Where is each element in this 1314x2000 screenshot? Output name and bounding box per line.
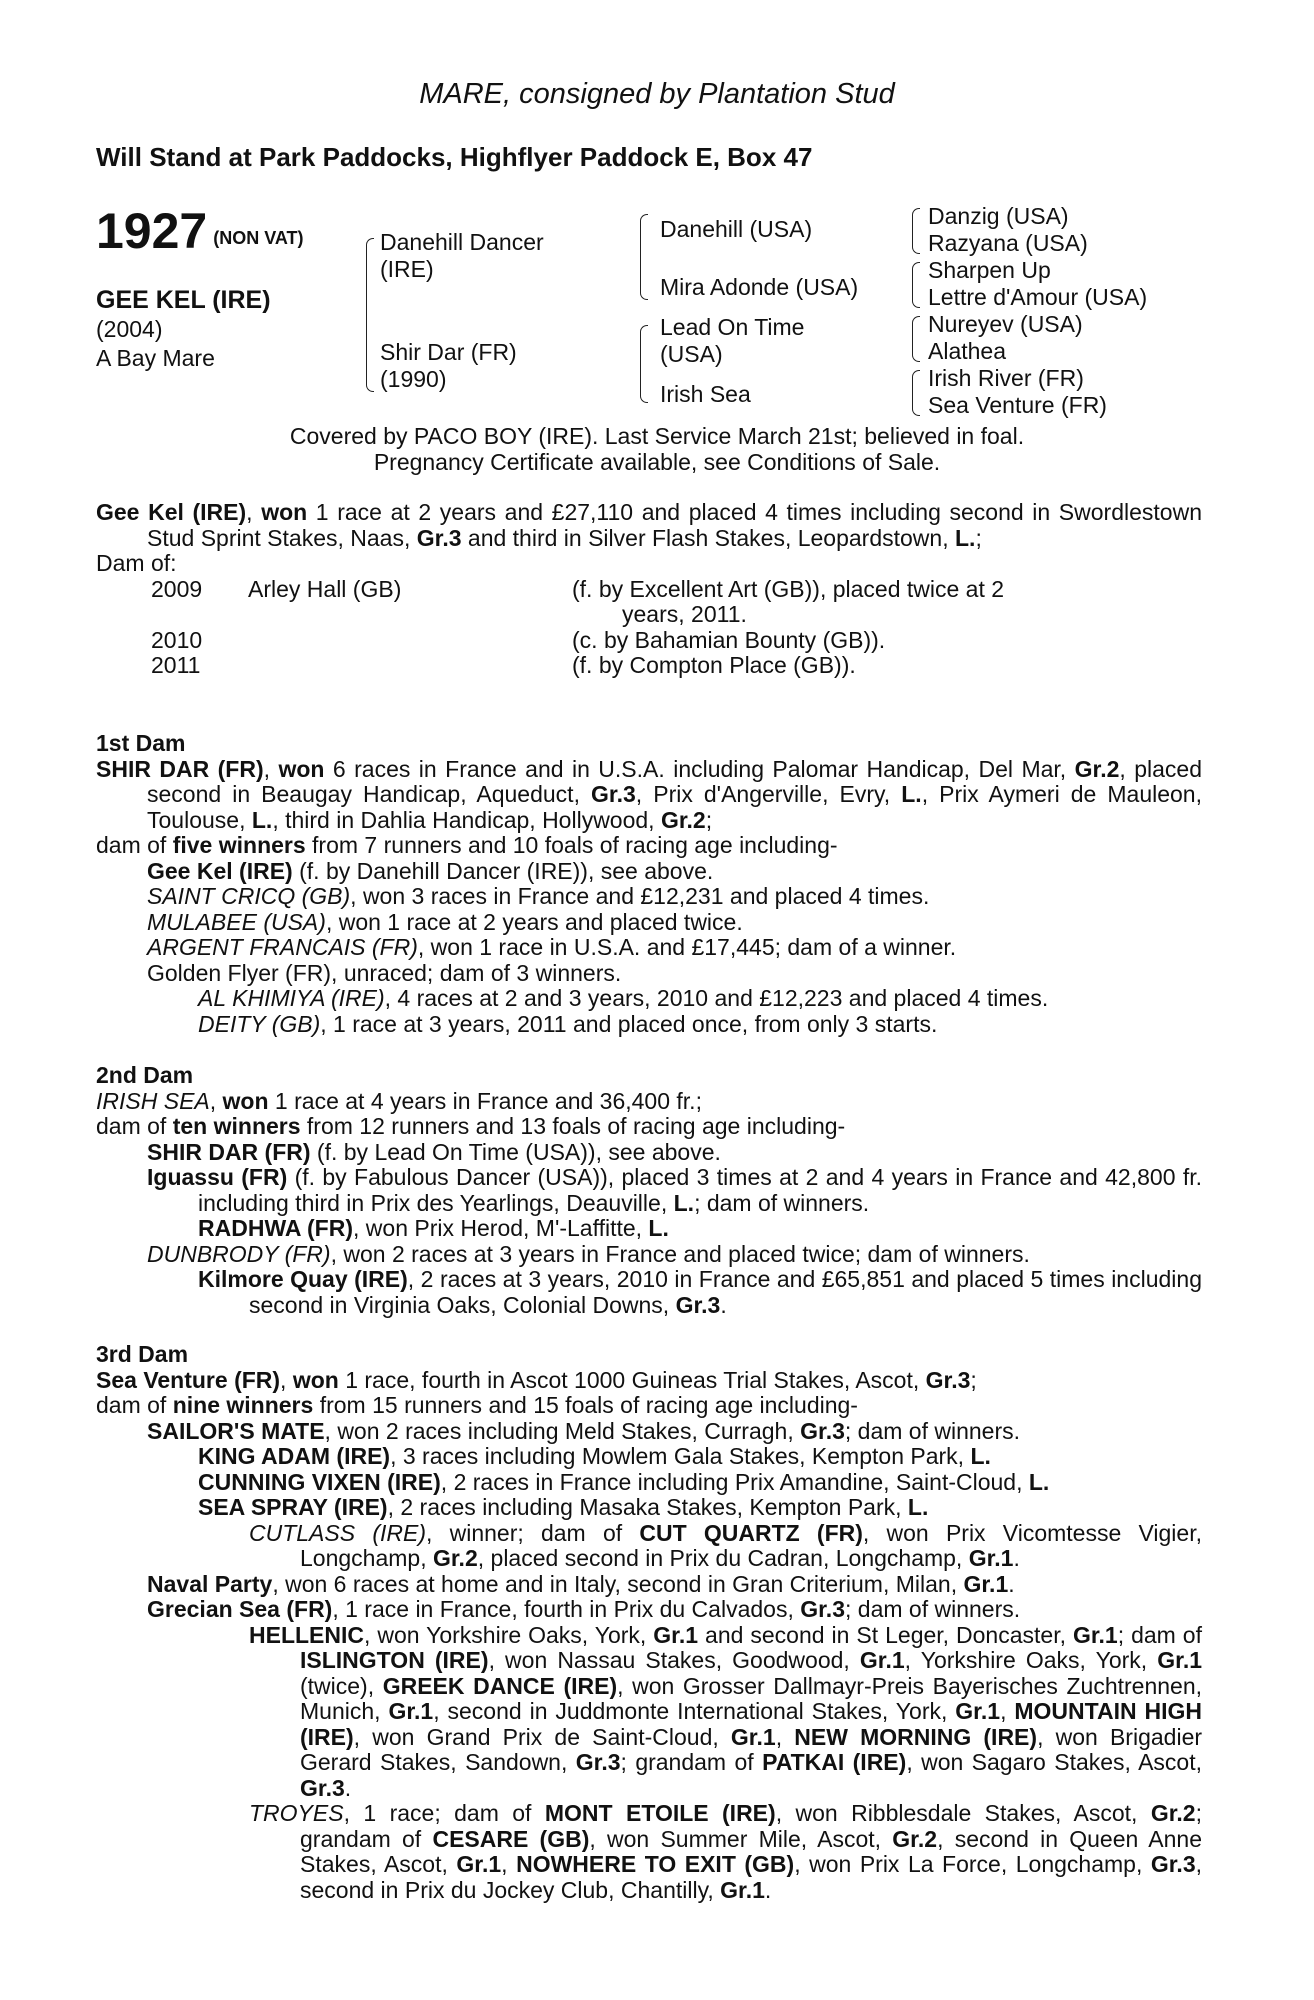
won-label: won [222, 1087, 269, 1114]
progeny-text: , 2 races including Masaka Stakes, Kempton Park, [387, 1494, 908, 1520]
progeny-text: , won Prix Herod, M'-Laffitte, [353, 1215, 649, 1241]
grade-label: Gr.3 [800, 1596, 845, 1622]
progeny-name: CUNNING VIXEN (IRE) [198, 1468, 441, 1495]
pedigree-sdd: Lettre d'Amour (USA) [928, 284, 1148, 310]
produce-year: 2009 [151, 575, 203, 602]
listed-label: L. [1028, 1468, 1050, 1495]
mare-race-record: Gee Kel (IRE), won 1 race at 2 years and £27,110 and placed 4 times including second in Swordlestown Stud Sprint Stakes, Naas, Gr.3 and third in Silver Flash Stakes, Leopardstown, L.; [96, 499, 1202, 551]
progeny-text: ; grandam of [620, 1749, 763, 1775]
produce-row [96, 577, 1202, 603]
record-text: from 12 runners and 13 foals of racing age including- [300, 1113, 846, 1139]
progeny-name: CUTLASS (IRE) [249, 1519, 426, 1546]
progeny-name: ISLINGTON (IRE) [300, 1647, 489, 1673]
progeny-name: NOWHERE TO EXIT (GB) [516, 1851, 795, 1877]
progeny-text: (f. by Fabulous Dancer (USA)), placed 3 times at 2 and 4 years in France and 42,800 fr. including third in Prix des Yearlings, Deauville, [198, 1164, 1203, 1216]
dam-race-record: SHIR DAR (FR), won 6 races in France and in U.S.A. including Palomar Handicap, Del Mar, Gr.2, placed second in Beaugay Handicap, Aqueduct, Gr.3, Prix d'Angerville, Evry, L., Prix Aymeri de Mauleon, Toulouse, L., third in Dahlia Handicap, Hollywood, Gr.2; [96, 755, 1202, 833]
progeny-text: , won 3 races in France and £12,231 and placed 4 times. [350, 883, 930, 909]
progeny-text: , 1 race at 3 years, 2011 and placed once, from only 3 starts. [320, 1010, 938, 1037]
grade-label: Gr.1 [955, 1698, 1001, 1724]
listed-label: L. [970, 1443, 991, 1469]
pedigree-dam-line2: (1990) [380, 366, 447, 392]
progeny-text: , [775, 1723, 795, 1750]
progeny-text: , won 1 race in U.S.A. and £17,445; dam of a winner. [417, 934, 957, 960]
grade-label: Gr.1 [456, 1851, 502, 1877]
grand-progeny-entry [96, 1623, 1202, 1802]
pedigree-dam-sire: Lead On Time [660, 314, 805, 340]
progeny-text: (twice), [300, 1672, 383, 1699]
pedigree-dam: Shir Dar (FR) [380, 339, 517, 365]
progeny-name: SHIR DAR (FR) [147, 1138, 311, 1165]
progeny-text: . [764, 1876, 772, 1903]
progeny-text: , won 6 races at home and in Italy, second in Gran Criterium, Milan, [272, 1570, 964, 1597]
progeny-name: HELLENIC [249, 1621, 364, 1648]
progeny-text: ; dam of winners. [845, 1596, 1021, 1622]
produce-year: 2011 [151, 652, 201, 678]
stand-location: Will Stand at Park Paddocks, Highflyer Paddock E, Box 47 [96, 142, 813, 172]
progeny-entry [96, 910, 1202, 936]
progeny-entry [96, 884, 1202, 910]
mare-name: Gee Kel (IRE) [96, 499, 247, 525]
progeny-text: and second in St Leger, Doncaster, [698, 1621, 1073, 1648]
progeny-entry [96, 1165, 1202, 1216]
progeny-text: ; dam of [1117, 1621, 1202, 1648]
grade-label: Gr.1 [388, 1698, 434, 1724]
progeny-text: . [1008, 1570, 1015, 1597]
pedigree-brace [640, 214, 648, 300]
grade-label: Gr.3 [300, 1774, 345, 1801]
record-text: dam of [96, 1392, 173, 1418]
progeny-name: Kilmore Quay (IRE) [198, 1266, 408, 1292]
horse-name: GEE KEL (IRE) [96, 286, 271, 314]
covering-note: Covered by PACO BOY (IRE). Last Service March 21st; believed in foal. [289, 423, 1025, 449]
grade-label: Gr.3 [575, 1749, 621, 1775]
progeny-text: , won Prix La Force, Longchamp, [794, 1851, 1151, 1877]
produce-note: years, 2011. [622, 601, 747, 627]
pedigree-sire-line2: (IRE) [380, 256, 434, 282]
pedigree-brace [912, 370, 920, 416]
won-label: won [292, 1366, 339, 1393]
progeny-name: MULABEE (USA) [147, 908, 326, 935]
progeny-text: (f. by Danehill Dancer (IRE)), see above. [292, 857, 714, 884]
pedigree-brace [640, 325, 648, 403]
mare-record [96, 500, 1202, 679]
winners-count: nine winners [172, 1392, 314, 1418]
grand-progeny-entry [96, 1470, 1202, 1496]
won-label: won [261, 499, 308, 525]
produce-name: Arley Hall (GB) [248, 575, 402, 602]
grade-label: Gr.1 [653, 1621, 699, 1648]
progeny-text: ; grandam of [300, 1800, 1202, 1852]
third-dam-section [96, 1342, 1202, 1903]
progeny-name: Gee Kel (IRE) [147, 857, 293, 884]
progeny-text: ; dam of winners. [694, 1189, 870, 1216]
pedigree-dss: Nureyev (USA) [928, 311, 1083, 337]
grand-progeny-entry [96, 986, 1202, 1012]
progeny-text: ; dam of winners. [844, 1417, 1021, 1444]
pedigree-sss: Danzig (USA) [928, 203, 1069, 229]
record-text: ; [970, 1366, 977, 1393]
grade-label: Gr.3 [925, 1366, 971, 1393]
first-dam-section [96, 731, 1202, 1037]
progeny-text: , won Brigadier Gerard Stakes, Sandown, [300, 1723, 1203, 1775]
certificate-note: Pregnancy Certificate available, see Conditions of Sale. [373, 449, 941, 475]
progeny-text: , [1000, 1698, 1015, 1724]
produce-row [96, 653, 1202, 679]
pedigree-brace [912, 208, 920, 254]
progeny-name: ARGENT FRANCAIS (FR) [147, 934, 418, 960]
progeny-text: , second in Juddmonte International Stakes, York, [433, 1698, 956, 1724]
progeny-text: , 3 races including Mowlem Gala Stakes, Kempton Park, [390, 1443, 971, 1469]
pedigree-dam-dam: Irish Sea [660, 381, 751, 407]
progeny-name: TROYES [249, 1800, 344, 1826]
progeny-name: SEA SPRAY (IRE) [198, 1494, 388, 1520]
listed-label: L. [251, 806, 273, 833]
grand-progeny-entry [96, 1012, 1202, 1038]
progeny-entry [96, 935, 1202, 961]
produce-note: (f. by Compton Place (GB)). [572, 652, 856, 678]
grand-progeny-entry [96, 1444, 1202, 1470]
section-heading: 1st Dam [96, 730, 186, 756]
dam-of-label: Dam of: [96, 550, 177, 576]
dam-of-summary [96, 1114, 1202, 1140]
progeny-name: RADHWA (FR) [198, 1215, 354, 1241]
progeny-text: , won Sagaro Stakes, Ascot, [906, 1749, 1202, 1775]
progeny-text: , won Prix Vicomtesse Vigier, Longchamp, [300, 1519, 1202, 1571]
progeny-name: Grecian Sea (FR) [147, 1596, 333, 1622]
produce-row [96, 602, 1202, 628]
winners-count: five winners [172, 832, 306, 858]
progeny-text: (f. by Lead On Time (USA)), see above. [310, 1138, 721, 1165]
record-text: 6 races in France and in U.S.A. including Palomar Handicap, Del Mar, [324, 755, 1075, 782]
record-text: from 7 runners and 10 foals of racing age including- [305, 832, 838, 858]
progeny-name: MONT ETOILE (IRE) [544, 1800, 776, 1826]
progeny-name: DUNBRODY (FR) [147, 1240, 331, 1267]
progeny-text: , won Yorkshire Oaks, York, [364, 1621, 654, 1648]
progeny-text: , winner; dam of [425, 1519, 640, 1546]
won-label: won [278, 755, 325, 782]
progeny-entry [96, 1419, 1202, 1445]
progeny-text: , won 2 races at 3 years in France and placed twice; dam of winners. [330, 1240, 1030, 1267]
progeny-text: , second in Prix du Jockey Club, Chantilly, [300, 1851, 1203, 1903]
record-text: , placed second in Beaugay Handicap, Aqueduct, [147, 755, 1202, 807]
grade-label: Gr.3 [416, 524, 462, 551]
progeny-text: , won 1 race at 2 years and placed twice. [325, 908, 743, 935]
grade-label: Gr.1 [963, 1570, 1009, 1597]
progeny-text: , second in Queen Anne Stakes, Ascot, [300, 1825, 1202, 1877]
pedigree-dds: Irish River (FR) [928, 365, 1084, 391]
progeny-entry [96, 859, 1202, 885]
progeny-text: , 1 race in France, fourth in Prix du Calvados, [332, 1596, 801, 1622]
progeny-name: NEW MORNING (IRE) [794, 1723, 1038, 1750]
lot-number [96, 205, 346, 264]
dam-name: Sea Venture (FR) [96, 1366, 281, 1393]
progeny-name: SAILOR'S MATE [147, 1417, 325, 1444]
pedigree-brace [912, 262, 920, 308]
lot-summary [96, 205, 346, 373]
progeny-text: . [1013, 1545, 1020, 1571]
grade-label: Gr.1 [859, 1647, 905, 1673]
foaling-year: (2004) [96, 316, 163, 342]
grade-label: Gr.3 [800, 1417, 845, 1444]
progeny-text: , Yorkshire Oaks, York, [904, 1647, 1158, 1673]
progeny-name: SAINT CRICQ (GB) [147, 883, 351, 909]
grand-progeny-entry [96, 1801, 1202, 1903]
progeny-text: , won Summer Mile, Ascot, [589, 1825, 893, 1852]
progeny-name: AL KHIMIYA (IRE) [198, 985, 385, 1011]
pedigree-sds: Sharpen Up [928, 257, 1051, 283]
pedigree-dam-sire-line2: (USA) [660, 341, 723, 367]
progeny-text: , [501, 1851, 517, 1877]
grade-label: Gr.1 [730, 1723, 776, 1750]
record-text: from 15 runners and 15 foals of racing age including- [313, 1392, 858, 1418]
pedigree-ssd: Razyana (USA) [928, 230, 1088, 256]
record-text: dam of [96, 832, 173, 858]
grade-label: Gr.3 [1150, 1851, 1196, 1877]
grand-progeny-entry [96, 1267, 1202, 1318]
progeny-text: , won Nassau Stakes, Goodwood, [488, 1647, 860, 1673]
progeny-name: CUT QUARTZ (FR) [639, 1519, 863, 1546]
section-heading: 3rd Dam [96, 1341, 189, 1367]
listed-label: L. [648, 1215, 669, 1241]
progeny-name: GREEK DANCE (IRE) [382, 1672, 618, 1699]
page-title: MARE, consigned by Plantation Stud [419, 78, 895, 110]
progeny-entry [96, 1242, 1202, 1268]
pedigree-brace [366, 238, 374, 392]
record-text: and third in Silver Flash Stakes, Leopardstown, [461, 524, 955, 551]
grade-label: Gr.2 [1074, 755, 1120, 782]
grade-label: Gr.2 [432, 1545, 478, 1571]
grand-progeny-entry [96, 1521, 1202, 1572]
progeny-text: , won Ribblesdale Stakes, Ascot, [775, 1800, 1151, 1826]
lot-number-text: 1927 [96, 203, 208, 259]
dam-of-summary [96, 1393, 1202, 1419]
listed-label: L. [907, 1494, 929, 1520]
pedigree-brace [912, 316, 920, 362]
listed-label: L. [901, 781, 922, 807]
horse-description: A Bay Mare [96, 345, 215, 371]
produce-row [96, 628, 1202, 654]
dam-race-record: Sea Venture (FR), won 1 race, fourth in Ascot 1000 Guineas Trial Stakes, Ascot, Gr.3; [96, 1366, 977, 1393]
produce-note: (c. by Bahamian Bounty (GB)). [572, 626, 886, 653]
section-heading: 2nd Dam [96, 1062, 194, 1088]
progeny-name: Iguassu (FR) [147, 1164, 288, 1190]
progeny-name: PATKAI (IRE) [762, 1749, 907, 1775]
record-text: , Prix Aymeri de Mauleon, Toulouse, [147, 781, 1202, 833]
record-text: dam of [96, 1113, 173, 1139]
progeny-text: , won Grand Prix de Saint-Cloud, [353, 1723, 731, 1750]
progeny-entry [96, 1140, 1202, 1166]
second-dam-section [96, 1063, 1202, 1318]
progeny-name: KING ADAM (IRE) [198, 1443, 391, 1469]
pedigree-sire-dam: Mira Adonde (USA) [660, 274, 859, 300]
grade-label: Gr.1 [968, 1545, 1014, 1571]
progeny-text: , 2 races at 3 years, 2010 in France and £65,851 and placed 5 times including second in Virginia Oaks, Colonial Downs, [249, 1266, 1202, 1318]
grand-progeny-entry [96, 1495, 1202, 1521]
pedigree-ddd: Sea Venture (FR) [928, 392, 1107, 418]
record-text: 1 race at 4 years in France and 36,400 fr.; [268, 1087, 702, 1114]
listed-label: L. [673, 1189, 695, 1216]
pedigree-sire-sire: Danehill (USA) [660, 216, 813, 242]
produce-note: (f. by Excellent Art (GB)), placed twice at 2 [572, 575, 1005, 602]
progeny-entry [96, 1572, 1202, 1598]
dam-name: SHIR DAR (FR) [96, 755, 264, 782]
progeny-text: , placed second in Prix du Cadran, Longchamp, [477, 1545, 969, 1571]
progeny-name: DEITY (GB) [198, 1010, 321, 1037]
record-text: , Prix d'Angerville, Evry, [635, 781, 902, 807]
grade-label: Gr.1 [1072, 1621, 1118, 1648]
progeny-text: , won Grosser Dallmayr-Preis Bayerisches Zuchtrennen, Munich, [300, 1672, 1203, 1724]
progeny-text: , 2 races in France including Prix Amandine, Saint-Cloud, [440, 1468, 1029, 1495]
grade-label: Gr.2 [1150, 1800, 1196, 1826]
grade-label: Gr.1 [1157, 1647, 1203, 1673]
grade-label: Gr.2 [892, 1825, 938, 1852]
progeny-text: . [720, 1291, 727, 1318]
progeny-name: Naval Party [147, 1570, 273, 1597]
record-text: 1 race, fourth in Ascot 1000 Guineas Trial Stakes, Ascot, [338, 1366, 926, 1393]
progeny-name: MOUNTAIN HIGH (IRE) [300, 1698, 1203, 1750]
progeny-text: , 4 races at 2 and 3 years, 2010 and £12,223 and placed 4 times. [384, 985, 1049, 1011]
listed-label: L. [955, 524, 976, 551]
progeny-text: , won 2 races including Meld Stakes, Curragh, [324, 1417, 801, 1444]
progeny-entry [96, 1597, 1202, 1623]
grand-progeny-entry [96, 1216, 1202, 1242]
progeny-text: , 1 race; dam of [343, 1800, 545, 1826]
pedigree-dsd: Alathea [928, 338, 1007, 364]
pedigree-sire: Danehill Dancer [380, 229, 544, 255]
grade-label: Gr.3 [591, 781, 636, 807]
winners-count: ten winners [172, 1113, 301, 1139]
progeny-entry: Golden Flyer (FR), unraced; dam of 3 winners. [147, 959, 622, 986]
grade-label: Gr.2 [660, 806, 706, 833]
produce-year: 2010 [151, 626, 203, 653]
record-text: 1 race at 2 years and £27,110 and placed 4 times including second in Swordlestown Stud Sprint Stakes, Naas, [147, 499, 1202, 551]
dam-of-summary [96, 833, 1202, 859]
record-text: ; [705, 806, 713, 833]
progeny-text: . [344, 1774, 352, 1801]
grade-label: Gr.3 [675, 1291, 721, 1318]
progeny-name: CESARE (GB) [432, 1825, 590, 1852]
grade-label: Gr.1 [720, 1876, 765, 1903]
dam-race-record: IRISH SEA, won 1 race at 4 years in France and 36,400 fr.; [96, 1087, 702, 1114]
record-text: ; [975, 524, 982, 551]
record-text: , third in Dahlia Handicap, Hollywood, [272, 806, 661, 833]
vat-status: (NON VAT) [213, 228, 304, 248]
dam-name: IRISH SEA [96, 1087, 210, 1114]
